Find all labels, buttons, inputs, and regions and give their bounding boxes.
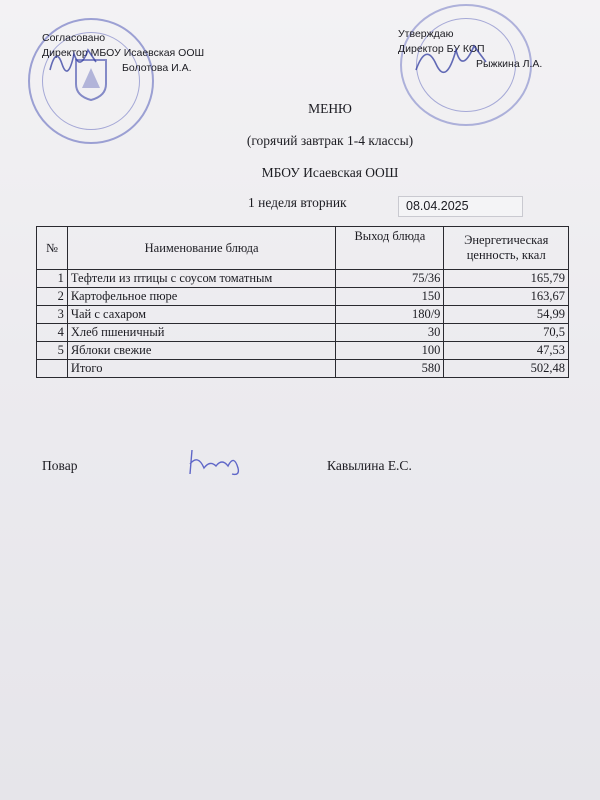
table-row	[37, 324, 569, 342]
row-output: 75/36	[336, 270, 444, 288]
left-signature	[44, 42, 104, 76]
row-num: 2	[37, 288, 68, 306]
row-num: 4	[37, 324, 68, 342]
header-name: Наименование блюда	[67, 227, 336, 270]
header-energy: Энергетическая ценность, ккал	[444, 227, 569, 270]
row-name: Яблоки свежие	[67, 342, 336, 360]
row-name: Чай с сахаром	[67, 306, 336, 324]
row-energy: 54,99	[444, 306, 569, 324]
total-label: Итого	[67, 360, 336, 378]
row-energy: 70,5	[444, 324, 569, 342]
row-num: 3	[37, 306, 68, 324]
week-day: 1 неделя вторник	[248, 195, 347, 210]
row-num: 5	[37, 342, 68, 360]
header-num: №	[37, 227, 68, 270]
table-row	[37, 270, 569, 288]
total-num	[37, 360, 68, 378]
cook-name: Кавылина Е.С.	[327, 458, 412, 473]
cook-label: Повар	[42, 458, 78, 473]
approval-right-label: Утверждаю	[398, 28, 454, 40]
row-energy: 163,67	[444, 288, 569, 306]
row-output: 30	[336, 324, 444, 342]
school-name: МБОУ Исаевская ООШ	[261, 165, 399, 180]
total-energy: 502,48	[444, 360, 569, 378]
approval-left-name: Болотова И.А.	[122, 62, 192, 74]
row-num: 1	[37, 270, 68, 288]
table-row	[37, 306, 569, 324]
row-output: 150	[336, 288, 444, 306]
header-output: Выход блюда	[336, 227, 444, 270]
approval-left-label: Согласовано	[42, 32, 106, 44]
table-total-row	[37, 360, 569, 378]
right-signature	[412, 36, 492, 80]
total-output: 580	[336, 360, 444, 378]
row-output: 180/9	[336, 306, 444, 324]
row-name: Тефтели из птицы с соусом томатным	[67, 270, 336, 288]
cook-signature	[184, 444, 254, 478]
row-energy: 165,79	[444, 270, 569, 288]
meal-subtitle: (горячий завтрак 1-4 классы)	[246, 133, 414, 148]
approval-left-position: Директор МБОУ Исаевская ООШ	[42, 47, 205, 59]
row-name: Хлеб пшеничный	[67, 324, 336, 342]
menu-table	[36, 226, 569, 378]
table-row	[37, 288, 569, 306]
row-output: 100	[336, 342, 444, 360]
table-header-row	[37, 227, 569, 270]
approval-right-position: Директор БУ КОП	[398, 43, 485, 55]
approval-right-name: Рыжкина Л.А.	[476, 58, 543, 70]
page-title: МЕНЮ	[308, 101, 352, 116]
menu-date: 08.04.2025	[398, 196, 523, 217]
row-energy: 47,53	[444, 342, 569, 360]
table-row	[37, 342, 569, 360]
row-name: Картофельное пюре	[67, 288, 336, 306]
